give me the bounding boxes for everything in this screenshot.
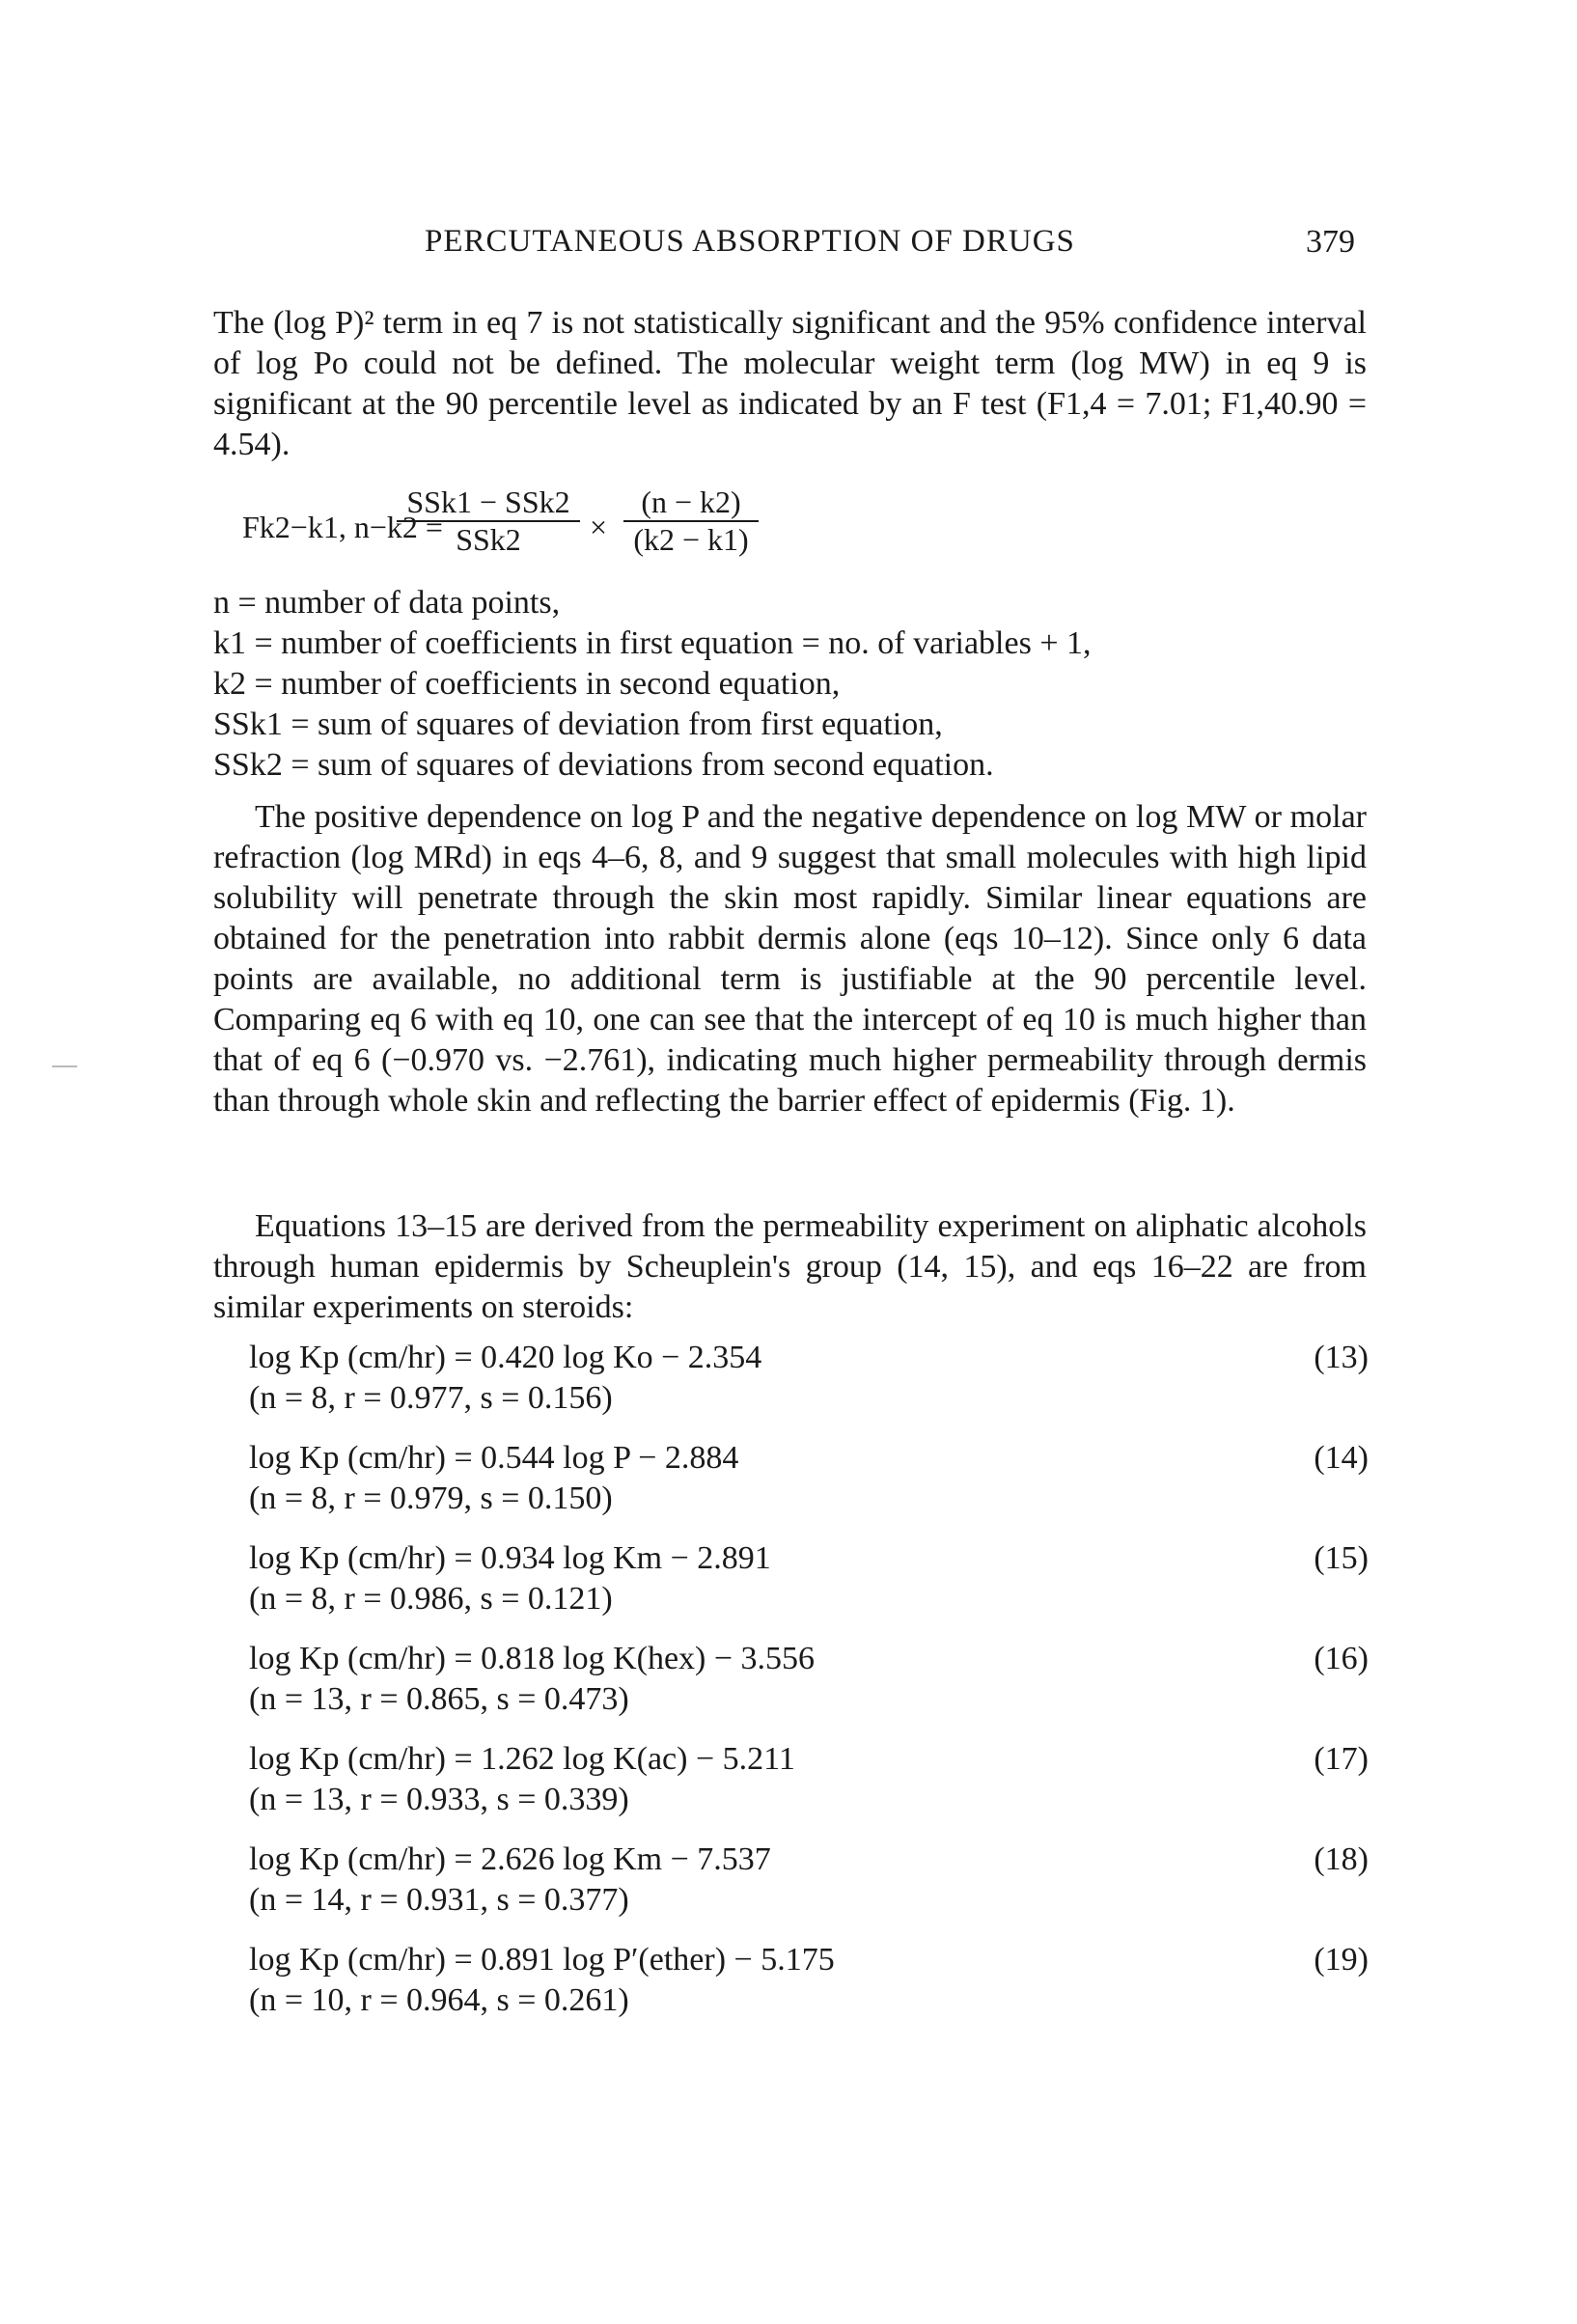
definition-line: SSk1 = sum of squares of deviation from first equation, xyxy=(213,706,943,742)
equation-16: log Kp (cm/hr) = 0.818 log K(hex) − 3.556 (16) (n = 13, r = 0.865, s = 0.473) xyxy=(249,1639,1369,1720)
first-denominator: SSk2 xyxy=(397,520,580,558)
equation-number: (15) xyxy=(1314,1540,1369,1576)
log-p-squared-sentence: The (log P)² term in eq 7 is not statistically significant and the 95% confidence interval of log Po could not be defined. xyxy=(213,305,1367,381)
equation-19: log Kp (cm/hr) = 0.891 log P′(ether) − 5.175 (19) (n = 10, r = 0.964, s = 0.261) xyxy=(249,1940,1369,2021)
definition-line: SSk2 = sum of squares of deviations from second equation. xyxy=(213,747,994,783)
equation-number: (17) xyxy=(1314,1741,1369,1777)
first-numerator: SSk1 − SSk2 xyxy=(406,484,570,519)
dependence-paragraph: The positive dependence on log P and the negative dependence on log MW or molar refraction (log MRd) in eqs 4–6, 8, and 9 suggest that small molecules with high lipid solubility will penetrate through the skin most rapidly. Similar linear equations are obtained for the penetration into rabbit dermis alone (eqs 10–12). Since only 6 data points are available, no additional term is justifiable at the 90 percentile level. Comparing eq 6 with eq 10, one can see that the intercept of eq 10 is much higher than that of eq 6 (−0.970 vs. −2.761), indicating much higher permeability through dermis than through whole skin and reflecting the barrier effect of epidermis (Fig. 1). xyxy=(213,799,1367,1119)
intro-paragraph xyxy=(213,303,1367,465)
second-denominator: (k2 − k1) xyxy=(623,520,759,558)
definition-line: k1 = number of coefficients in first equation = no. of variables + 1, xyxy=(213,625,1092,661)
equation-14: log Kp (cm/hr) = 0.544 log P − 2.884 (14) (n = 8, r = 0.979, s = 0.150) xyxy=(249,1438,1369,1519)
equation-statistics: (n = 14, r = 0.931, s = 0.377) xyxy=(249,1882,629,1918)
margin-mark xyxy=(52,1065,77,1067)
definition-line: n = number of data points, xyxy=(213,585,561,621)
second-numerator: (n − k2) xyxy=(641,484,741,519)
equation-statistics: (n = 8, r = 0.986, s = 0.121) xyxy=(249,1581,613,1617)
molecular-weight-sentence: The molecular weight term (log MW) in eq 9 is significant at the 90 percentile level as indicated by an xyxy=(213,346,1368,422)
equation-statistics: (n = 13, r = 0.933, s = 0.339) xyxy=(249,1782,629,1817)
equation-statistics: (n = 10, r = 0.964, s = 0.261) xyxy=(249,1982,629,2018)
multiplication-sign: × xyxy=(590,510,608,544)
page-number: 379 xyxy=(1306,224,1355,260)
definition-line: k2 = number of coefficients in second equation, xyxy=(213,666,841,702)
equation-13: log Kp (cm/hr) = 0.420 log Ko − 2.354 (13) (n = 8, r = 0.977, s = 0.156) xyxy=(249,1338,1369,1419)
variable-definitions xyxy=(213,583,1092,786)
equations-intro-paragraph: Equations 13–15 are derived from the permeability experiment on aliphatic alcohols through human epidermis by Scheuplein's group (14, 15), and eqs 16–22 are from similar experiments on steroids: xyxy=(213,1208,1367,1325)
f-test-values: F test (F1,4 = 7.01; F1,40.90 = 4.54). xyxy=(213,386,1368,462)
equation-number: (16) xyxy=(1314,1641,1369,1676)
f-statistic-formula xyxy=(213,481,1005,596)
equation-15: log Kp (cm/hr) = 0.934 log Km − 2.891 (15) (n = 8, r = 0.986, s = 0.121) xyxy=(249,1538,1369,1619)
equation-statistics: (n = 13, r = 0.865, s = 0.473) xyxy=(249,1681,629,1717)
equation-17: log Kp (cm/hr) = 1.262 log K(ac) − 5.211 (17) (n = 13, r = 0.933, s = 0.339) xyxy=(249,1739,1369,1820)
equation-number: (19) xyxy=(1314,1942,1369,1978)
equation-statistics: (n = 8, r = 0.979, s = 0.150) xyxy=(249,1480,613,1516)
first-fraction xyxy=(397,484,580,558)
equation-number: (14) xyxy=(1314,1440,1369,1476)
second-fraction xyxy=(623,484,759,558)
f-formula-lhs: Fk2−k1, n−k2 = xyxy=(242,510,443,544)
equation-18: log Kp (cm/hr) = 2.626 log Km − 7.537 (18) (n = 14, r = 0.931, s = 0.377) xyxy=(249,1840,1369,1921)
equation-number: (13) xyxy=(1314,1340,1369,1375)
equation-number: (18) xyxy=(1314,1841,1369,1877)
equation-statistics: (n = 8, r = 0.977, s = 0.156) xyxy=(249,1380,613,1416)
running-title: PERCUTANEOUS ABSORPTION OF DRUGS xyxy=(425,224,1075,259)
